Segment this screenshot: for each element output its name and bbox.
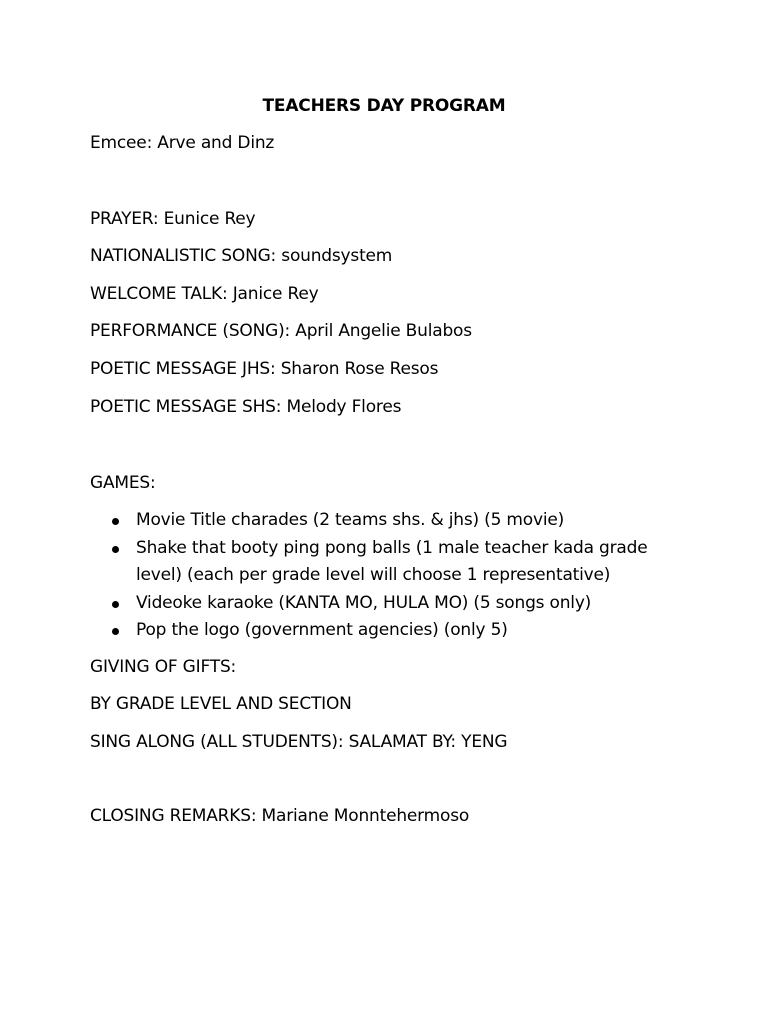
closing-remarks-line: CLOSING REMARKS: Mariane Monntehermoso bbox=[90, 806, 470, 826]
games-heading: GAMES: bbox=[90, 473, 156, 493]
game-text: Shake that booty ping pong balls (1 male teacher kada grade level) (each per grade level will choose 1 representative) bbox=[136, 537, 648, 585]
gifts-heading: GIVING OF GIFTS: bbox=[90, 657, 237, 677]
program-item-poetic-message-shs: POETIC MESSAGE SHS: Melody Flores bbox=[90, 397, 402, 417]
program-item-nationalistic-song: NATIONALISTIC SONG: soundsystem bbox=[90, 246, 393, 266]
bullet-icon bbox=[112, 628, 119, 635]
program-item-poetic-message-jhs: POETIC MESSAGE JHS: Sharon Rose Resos bbox=[90, 359, 439, 379]
game-text: Movie Title charades (2 teams shs. & jhs) (5 movie) bbox=[136, 510, 565, 530]
program-item-welcome-talk: WELCOME TALK: Janice Rey bbox=[90, 284, 319, 304]
bullet-icon bbox=[112, 601, 119, 608]
sing-along-line: SING ALONG (ALL STUDENTS): SALAMAT BY: YENG bbox=[90, 732, 508, 752]
games-list bbox=[90, 507, 650, 645]
list-item bbox=[90, 535, 650, 590]
gifts-detail: BY GRADE LEVEL AND SECTION bbox=[90, 694, 352, 714]
program-item-performance: PERFORMANCE (SONG): April Angelie Bulabos bbox=[90, 321, 472, 341]
bullet-icon bbox=[112, 518, 119, 525]
emcee-line: Emcee: Arve and Dinz bbox=[90, 133, 275, 153]
list-item bbox=[90, 507, 650, 535]
document-title: TEACHERS DAY PROGRAM bbox=[262, 96, 506, 116]
bullet-icon bbox=[112, 546, 119, 553]
game-text: Pop the logo (government agencies) (only 5) bbox=[136, 620, 508, 640]
list-item bbox=[90, 590, 650, 618]
program-item-prayer: PRAYER: Eunice Rey bbox=[90, 209, 256, 229]
game-text: Videoke karaoke (KANTA MO, HULA MO) (5 songs only) bbox=[136, 592, 592, 613]
list-item bbox=[90, 617, 650, 645]
